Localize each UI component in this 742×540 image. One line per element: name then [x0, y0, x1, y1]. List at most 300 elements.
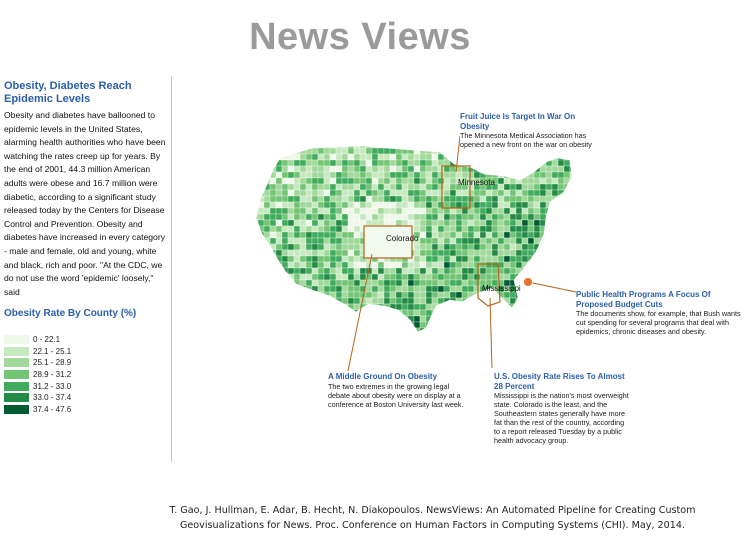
county-cell	[528, 154, 534, 160]
county-cell	[414, 298, 420, 304]
county-cell	[258, 148, 264, 154]
county-cell	[276, 238, 282, 244]
county-cell	[306, 178, 312, 184]
county-cell	[444, 316, 450, 322]
county-cell	[288, 286, 294, 292]
county-cell	[330, 184, 336, 190]
county-cell	[480, 232, 486, 238]
county-cell	[492, 232, 498, 238]
county-cell	[294, 190, 300, 196]
county-cell	[498, 208, 504, 214]
county-cell	[516, 196, 522, 202]
county-cell	[282, 220, 288, 226]
county-cell	[510, 166, 516, 172]
county-cell	[432, 262, 438, 268]
county-cell	[438, 178, 444, 184]
county-cell	[468, 232, 474, 238]
county-cell	[486, 202, 492, 208]
county-cell	[354, 172, 360, 178]
county-cell	[348, 316, 354, 322]
county-cell	[252, 280, 258, 286]
county-cell	[372, 286, 378, 292]
callout-line-budget	[528, 282, 576, 292]
county-cell	[438, 160, 444, 166]
county-cell	[360, 202, 366, 208]
county-cell	[402, 286, 408, 292]
county-cell	[258, 232, 264, 238]
county-cell	[360, 334, 366, 340]
county-cell	[342, 196, 348, 202]
county-cell	[276, 286, 282, 292]
county-cell	[312, 292, 318, 298]
county-cell	[360, 178, 366, 184]
county-cell	[258, 166, 264, 172]
county-cell	[366, 286, 372, 292]
citation	[150, 503, 715, 533]
county-cell	[252, 226, 258, 232]
county-cell	[408, 310, 414, 316]
county-cell	[498, 226, 504, 232]
county-cell	[300, 334, 306, 340]
county-cell	[558, 304, 564, 310]
county-cell	[438, 184, 444, 190]
county-cell	[306, 220, 312, 226]
county-cell	[300, 292, 306, 298]
county-cell	[420, 268, 426, 274]
article-headline: Obesity, Diabetes Reach Epidemic Levels	[4, 80, 132, 105]
county-cell	[420, 334, 426, 340]
county-cell	[360, 316, 366, 322]
county-cell	[432, 202, 438, 208]
county-cell	[414, 208, 420, 214]
county-cell	[414, 292, 420, 298]
county-cell	[534, 322, 540, 328]
county-cell	[348, 328, 354, 334]
county-cell	[456, 280, 462, 286]
county-cell	[330, 322, 336, 328]
county-cell	[432, 142, 438, 148]
county-cell	[294, 226, 300, 232]
county-cell	[348, 214, 354, 220]
county-cell	[252, 250, 258, 256]
county-cell	[288, 250, 294, 256]
county-cell	[306, 160, 312, 166]
county-cell	[354, 244, 360, 250]
county-cell	[276, 142, 282, 148]
county-cell	[438, 226, 444, 232]
county-cell	[348, 148, 354, 154]
legend-label: 37.4 - 47.6	[33, 404, 72, 414]
county-cell	[462, 190, 468, 196]
county-cell	[486, 298, 492, 304]
county-cell	[522, 214, 528, 220]
county-cell	[414, 262, 420, 268]
county-cell	[378, 328, 384, 334]
county-cell	[360, 310, 366, 316]
county-cell	[468, 214, 474, 220]
county-cell	[306, 250, 312, 256]
county-cell	[552, 172, 558, 178]
county-cell	[270, 238, 276, 244]
county-cell	[492, 268, 498, 274]
county-cell	[540, 292, 546, 298]
county-cell	[528, 196, 534, 202]
county-cell	[282, 334, 288, 340]
county-cell	[270, 220, 276, 226]
county-cell	[432, 322, 438, 328]
county-cell	[492, 160, 498, 166]
county-cell	[276, 334, 282, 340]
county-cell	[498, 232, 504, 238]
county-cell	[366, 220, 372, 226]
county-cell	[456, 268, 462, 274]
county-cell	[492, 202, 498, 208]
county-cell	[384, 196, 390, 202]
county-cell	[330, 250, 336, 256]
county-cell	[450, 334, 456, 340]
county-cell	[300, 154, 306, 160]
county-cell	[504, 274, 510, 280]
county-cell	[384, 298, 390, 304]
county-cell	[264, 316, 270, 322]
county-cell	[270, 178, 276, 184]
county-cell	[396, 298, 402, 304]
county-cell	[342, 316, 348, 322]
county-cell	[534, 304, 540, 310]
county-cell	[264, 172, 270, 178]
map-area	[172, 76, 741, 466]
county-cell	[510, 268, 516, 274]
county-cell	[564, 196, 570, 202]
county-cell	[474, 262, 480, 268]
county-cell	[420, 178, 426, 184]
county-cell	[438, 190, 444, 196]
county-cell	[318, 310, 324, 316]
county-cell	[300, 220, 306, 226]
county-cell	[258, 274, 264, 280]
county-cell	[444, 322, 450, 328]
county-cell	[426, 262, 432, 268]
county-cell	[504, 238, 510, 244]
county-cell	[522, 166, 528, 172]
county-cell	[324, 184, 330, 190]
county-cell	[540, 274, 546, 280]
county-cell	[444, 310, 450, 316]
county-cell	[348, 268, 354, 274]
county-cell	[522, 244, 528, 250]
county-cell	[318, 196, 324, 202]
county-cell	[312, 184, 318, 190]
county-cell	[258, 310, 264, 316]
county-cell	[318, 166, 324, 172]
county-cell	[282, 190, 288, 196]
county-cell	[360, 142, 366, 148]
county-cell	[330, 328, 336, 334]
county-cell	[552, 304, 558, 310]
county-cell	[342, 172, 348, 178]
county-cell	[354, 280, 360, 286]
county-cell	[288, 178, 294, 184]
county-cell	[456, 304, 462, 310]
county-cell	[384, 208, 390, 214]
county-cell	[564, 238, 570, 244]
county-cell	[330, 154, 336, 160]
county-cell	[396, 286, 402, 292]
county-cell	[540, 208, 546, 214]
county-cell	[390, 280, 396, 286]
county-cell	[408, 148, 414, 154]
county-cell	[528, 232, 534, 238]
county-cell	[492, 154, 498, 160]
county-cell	[474, 256, 480, 262]
county-cell	[318, 304, 324, 310]
county-cell	[498, 244, 504, 250]
county-cell	[366, 148, 372, 154]
county-cell	[324, 280, 330, 286]
county-cell	[552, 298, 558, 304]
county-cell	[342, 244, 348, 250]
county-cell	[336, 208, 342, 214]
county-cell	[468, 286, 474, 292]
county-cell	[504, 322, 510, 328]
county-cell	[348, 226, 354, 232]
county-cell	[420, 262, 426, 268]
county-cell	[384, 322, 390, 328]
county-cell	[462, 316, 468, 322]
county-cell	[492, 334, 498, 340]
county-cell	[480, 220, 486, 226]
county-cell	[270, 286, 276, 292]
county-cell	[312, 214, 318, 220]
county-cell	[438, 238, 444, 244]
county-cell	[378, 316, 384, 322]
county-cell	[498, 190, 504, 196]
county-cell	[372, 214, 378, 220]
county-cell	[264, 214, 270, 220]
county-cell	[360, 274, 366, 280]
county-cell	[294, 142, 300, 148]
county-cell	[258, 328, 264, 334]
county-cell	[558, 172, 564, 178]
county-cell	[480, 250, 486, 256]
county-cell	[414, 214, 420, 220]
annotation-budget-cuts-title: Public Health Programs A Focus Of Proposed Budget Cuts	[576, 290, 711, 309]
county-cell	[540, 154, 546, 160]
county-cell	[360, 220, 366, 226]
county-cell	[504, 232, 510, 238]
county-cell	[468, 244, 474, 250]
county-cell	[252, 142, 258, 148]
county-cell	[390, 328, 396, 334]
county-cell	[486, 160, 492, 166]
county-cell	[462, 274, 468, 280]
county-cell	[570, 238, 576, 244]
county-cell	[396, 190, 402, 196]
county-cell	[444, 202, 450, 208]
county-cell	[354, 238, 360, 244]
county-cell	[570, 208, 576, 214]
county-cell	[402, 298, 408, 304]
county-cell	[330, 208, 336, 214]
county-cell	[510, 310, 516, 316]
county-cell	[450, 184, 456, 190]
county-cell	[264, 310, 270, 316]
county-cell	[402, 160, 408, 166]
county-cell	[264, 256, 270, 262]
county-cell	[474, 214, 480, 220]
county-cell	[456, 334, 462, 340]
county-cell	[522, 286, 528, 292]
county-cell	[516, 316, 522, 322]
county-cell	[348, 196, 354, 202]
county-cell	[408, 280, 414, 286]
county-cell	[324, 334, 330, 340]
county-cell	[540, 310, 546, 316]
county-cell	[420, 250, 426, 256]
county-cell	[258, 262, 264, 268]
county-cell	[282, 166, 288, 172]
county-cell	[306, 190, 312, 196]
county-cell	[546, 220, 552, 226]
county-cell	[348, 238, 354, 244]
county-cell	[504, 196, 510, 202]
county-cell	[408, 178, 414, 184]
county-cell	[378, 322, 384, 328]
county-cell	[342, 322, 348, 328]
county-cell	[558, 244, 564, 250]
county-cell	[282, 280, 288, 286]
county-cell	[552, 184, 558, 190]
county-cell	[252, 214, 258, 220]
county-cell	[534, 238, 540, 244]
county-cell	[468, 238, 474, 244]
county-cell	[390, 220, 396, 226]
county-cell	[390, 196, 396, 202]
county-cell	[462, 160, 468, 166]
county-cell	[324, 310, 330, 316]
county-cell	[390, 160, 396, 166]
county-cell	[306, 322, 312, 328]
county-cell	[498, 304, 504, 310]
annotation-obesity-rate	[494, 372, 630, 445]
county-cell	[432, 220, 438, 226]
county-cell	[294, 304, 300, 310]
county-cell	[444, 238, 450, 244]
county-cell	[510, 232, 516, 238]
county-cell	[276, 178, 282, 184]
county-cell	[288, 154, 294, 160]
county-cell	[288, 256, 294, 262]
county-cell	[348, 178, 354, 184]
county-cell	[324, 232, 330, 238]
county-cell	[426, 256, 432, 262]
county-cell	[534, 172, 540, 178]
county-cell	[282, 292, 288, 298]
county-cell	[288, 148, 294, 154]
county-cell	[420, 190, 426, 196]
county-cell	[456, 328, 462, 334]
county-cell	[276, 274, 282, 280]
county-cell	[564, 274, 570, 280]
county-cell	[546, 316, 552, 322]
county-cell	[336, 316, 342, 322]
county-cell	[306, 154, 312, 160]
county-cell	[510, 160, 516, 166]
county-cell	[492, 256, 498, 262]
county-cell	[384, 286, 390, 292]
county-cell	[564, 298, 570, 304]
county-cell	[252, 178, 258, 184]
legend-title: Obesity Rate By County (%)	[4, 308, 137, 319]
county-cell	[366, 166, 372, 172]
county-cell	[324, 298, 330, 304]
county-cell	[504, 220, 510, 226]
county-cell	[456, 214, 462, 220]
county-cell	[258, 178, 264, 184]
label-colorado: Colorado	[386, 234, 419, 243]
county-cell	[348, 280, 354, 286]
legend-swatch	[4, 358, 29, 367]
county-cell	[390, 322, 396, 328]
county-cell	[270, 190, 276, 196]
county-cell	[360, 172, 366, 178]
county-cell	[420, 238, 426, 244]
county-cell	[408, 220, 414, 226]
county-cell	[486, 256, 492, 262]
county-cell	[558, 250, 564, 256]
county-cell	[336, 232, 342, 238]
county-cell	[498, 178, 504, 184]
county-cell	[330, 244, 336, 250]
county-cell	[474, 154, 480, 160]
county-cell	[450, 250, 456, 256]
county-cell	[450, 322, 456, 328]
county-cell	[282, 328, 288, 334]
county-cell	[444, 214, 450, 220]
county-cell	[402, 178, 408, 184]
county-cell	[426, 226, 432, 232]
county-cell	[534, 274, 540, 280]
county-cell	[552, 208, 558, 214]
county-cell	[342, 286, 348, 292]
county-cell	[558, 196, 564, 202]
county-cell	[312, 166, 318, 172]
county-cell	[360, 166, 366, 172]
county-cell	[288, 262, 294, 268]
county-cell	[312, 148, 318, 154]
county-cell	[426, 220, 432, 226]
county-cell	[288, 274, 294, 280]
county-cell	[336, 250, 342, 256]
county-cell	[480, 316, 486, 322]
county-cell	[318, 154, 324, 160]
county-cell	[342, 154, 348, 160]
county-cell	[300, 298, 306, 304]
county-cell	[516, 274, 522, 280]
county-cell	[414, 304, 420, 310]
county-cell	[534, 196, 540, 202]
county-cell	[504, 262, 510, 268]
county-cell	[318, 238, 324, 244]
county-cell	[312, 244, 318, 250]
county-cell	[468, 202, 474, 208]
county-cell	[450, 148, 456, 154]
county-cell	[252, 160, 258, 166]
county-cell	[348, 250, 354, 256]
county-cell	[522, 292, 528, 298]
county-cell	[498, 310, 504, 316]
county-cell	[540, 178, 546, 184]
